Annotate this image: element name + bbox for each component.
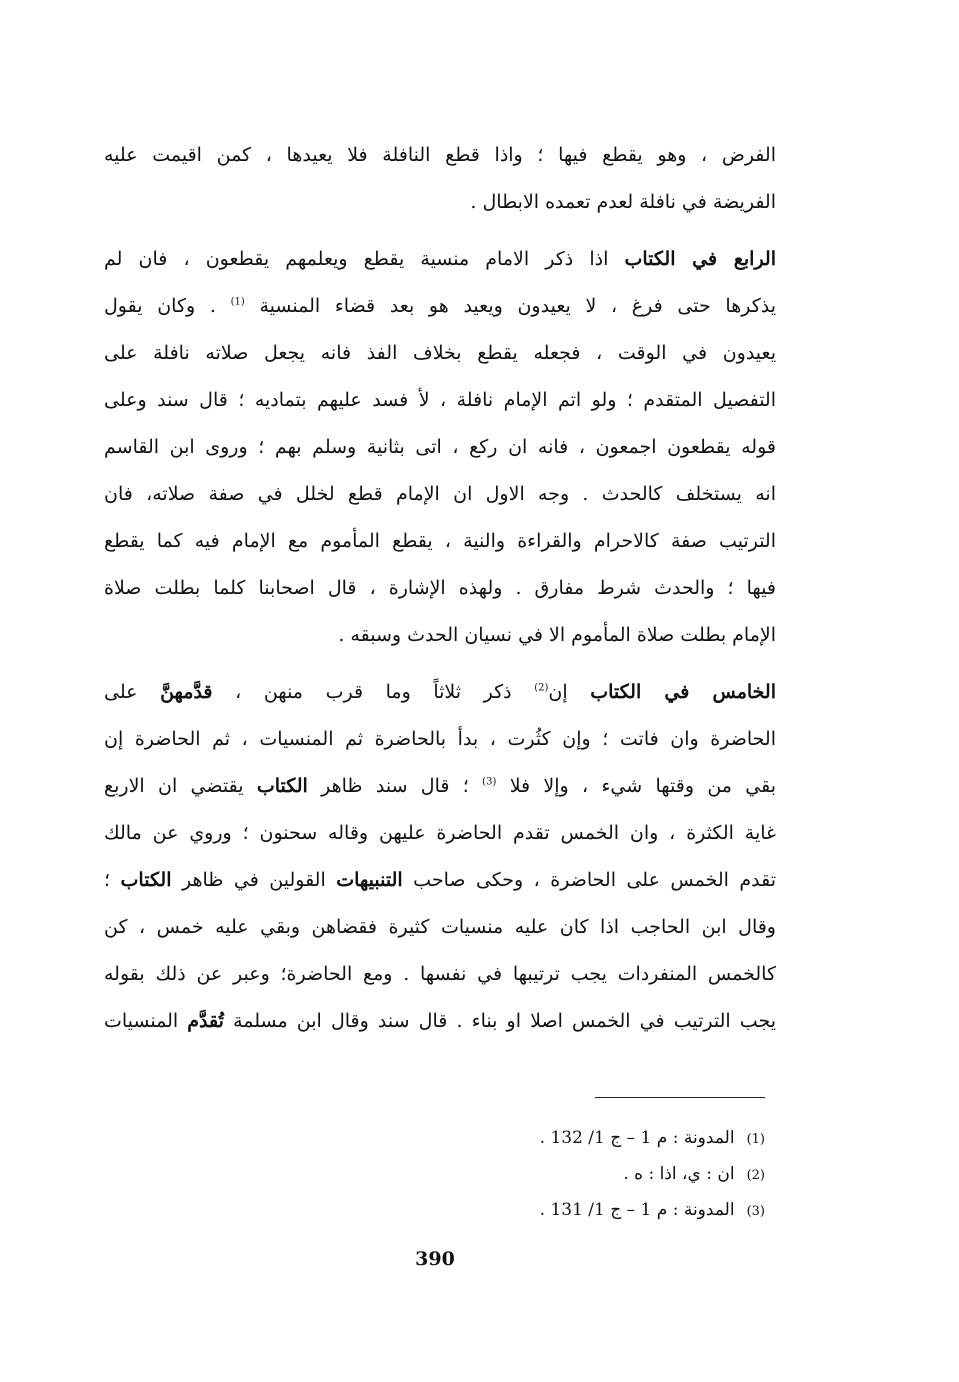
text-line: الحاضرة وان فاتت ؛ وإن كثُرت ، بدأ بالحاضرة ثم المنسيات ، ثم الحاضرة إن [104, 728, 776, 750]
footnote-ref-2: (2) [534, 682, 549, 694]
text-line: وقال ابن الحاجب اذا كان عليه منسيات كثيرة فقضاهن وبقي عليه خمس ، كن [104, 916, 776, 938]
footnote-3: (3)المدونة : م 1 – ج 1/ 131 . [539, 1200, 765, 1220]
footnotes [470, 1120, 765, 1228]
text-line: انه يستخلف كالحدث . وجه الاول ان الإمام قطع لخلل في صفة صلاته، فان [104, 483, 776, 505]
text-line: قوله يقطعون اجمعون ، فانه ان ركع ، اتى بثانية وسلم بهم ؛ وروى ابن القاسم [104, 436, 776, 458]
text-line: بقي من وقتها شيء ، وإلا فلا $^{(3)}$ ؛ قال سند ظاهر الكتاب يقتضي ان الاربع [104, 775, 776, 797]
section-heading-fourth: الرابع في الكتاب [624, 248, 776, 270]
text-line: الترتيب صفة كالاحرام والقراءة والنية ، يقطع المأموم مع الإمام فيه كما يقطع [104, 530, 776, 552]
text-line: فيها ؛ والحدث شرط مفارق . ولهذه الإشارة ، قال اصحابنا كلما بطلت صلاة [104, 577, 776, 599]
text-line: يذكرها حتى فرغ ، لا يعيدون ويعيد هو بعد قضاء المنسية $^{(1)}$ . وكان يقول [104, 295, 776, 317]
text-line: التفصيل المتقدم ؛ ولو اتم الإمام نافلة ، لأ فسد عليهم بتماديه ؛ قال سند وعلى [104, 389, 776, 411]
text-line: كالخمس المنفردات يجب ترتيبها في نفسها . ومع الحاضرة؛ وعبر عن ذلك بقوله [104, 963, 776, 985]
text-line: الفرض ، وهو يقطع فيها ؛ واذا قطع النافلة فلا يعيدها ، كمن اقيمت عليه [104, 144, 776, 166]
text-line: الرابع في الكتاب اذا ذكر الامام منسية يقطع ويعلمهم يقطعون ، فان لم [104, 248, 776, 270]
section-heading-fifth: الخامس في الكتاب [590, 681, 776, 703]
footnote-ref-3: (3) [482, 776, 497, 788]
page-number: 390 [415, 1248, 455, 1270]
text-line: يجب الترتيب في الخمس اصلا او بناء . قال سند وقال ابن مسلمة تُقدَّم المنسيات [104, 1010, 776, 1032]
footnote-2: (2)ان : ي، اذا : ه . [623, 1164, 765, 1184]
paragraph-1 [104, 132, 776, 226]
paragraph-3 [104, 669, 776, 1045]
text-line: تقدم الخمس على الحاضرة ، وحكى صاحب التنبيهات القولين في ظاهر الكتاب ؛ [104, 869, 776, 891]
text-line: الإمام بطلت صلاة المأموم الا في نسيان الحدث وسبقه . [338, 624, 776, 646]
paragraph-2 [104, 236, 776, 659]
text-line: يعيدون في الوقت ، فجعله يقطع بخلاف الفذ فانه يجعل صلاته نافلة على [104, 342, 776, 364]
text-line: الفريضة في نافلة لعدم تعمده الابطال . [470, 191, 776, 213]
footnote-1: (1)المدونة : م 1 – ج 1/ 132 . [539, 1128, 765, 1148]
footnote-separator [595, 1097, 765, 1098]
text-line: الخامس في الكتاب إن$^{(2)}$ ذكر ثلاثاً وما قرب منهن ، قدَّمهنَّ على [104, 681, 776, 703]
footnote-ref-1: (1) [230, 296, 245, 308]
main-text [104, 132, 776, 1045]
text-line: غاية الكثرة ، وان الخمس تقدم الحاضرة عليهن وقاله سحنون ؛ وروي عن مالك [104, 822, 776, 844]
